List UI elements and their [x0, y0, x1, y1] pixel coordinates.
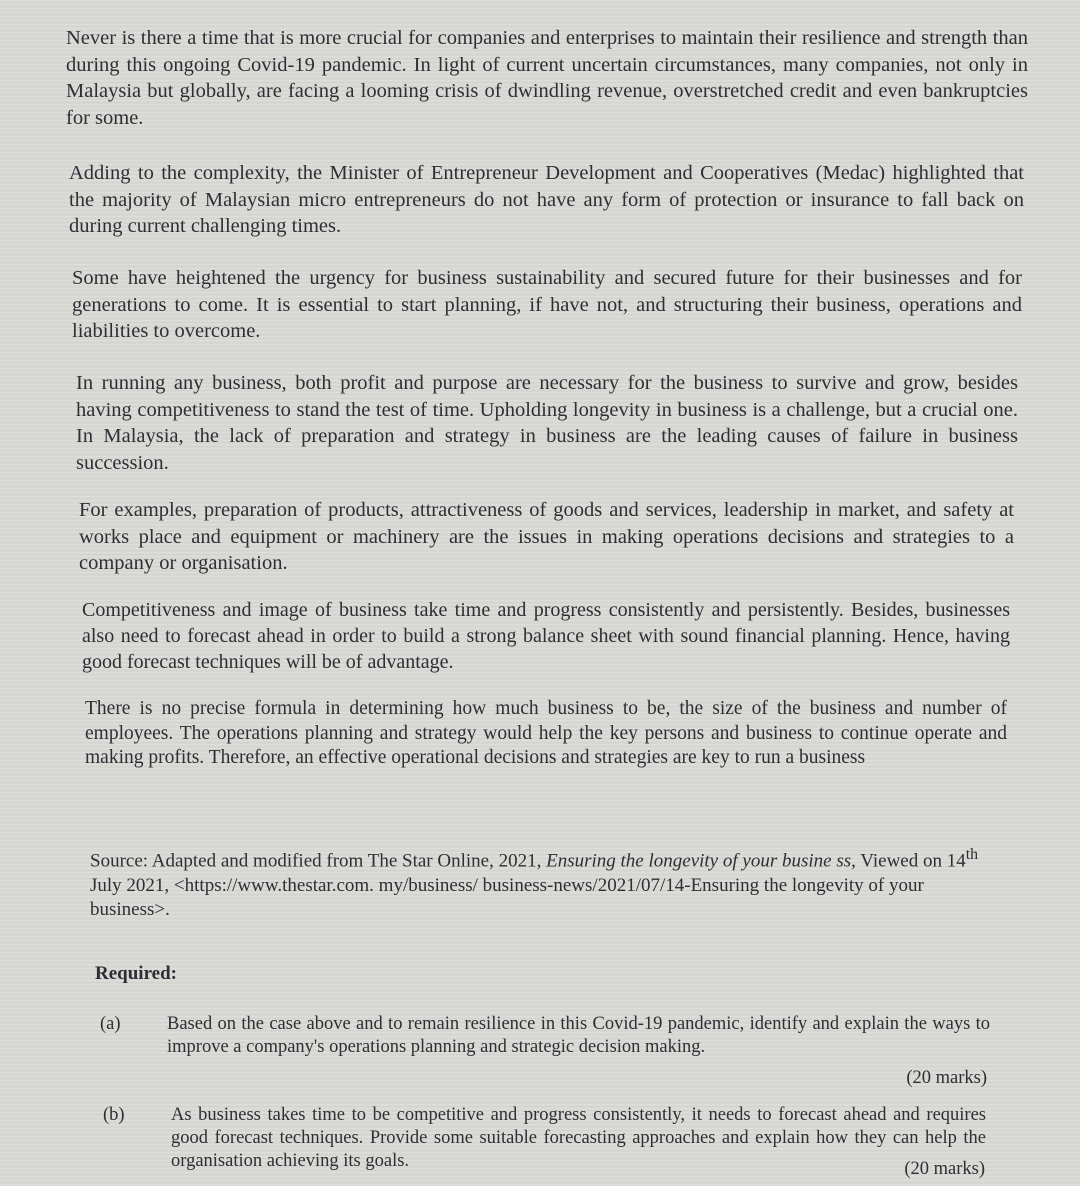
question-label: (b): [103, 1105, 125, 1125]
paragraph-5: For examples, preparation of products, attractiveness of goods and services, leadership in market, and safety at works place and equipment or machinery are the issues in making operations decisions and strategies to a company or organisation.: [79, 499, 1014, 574]
question-text: Based on the case above and to remain resilience in this Covid-19 pandemic, identify and explain the ways to improve a company's operations planning and strategic decision making.: [167, 1014, 990, 1057]
source-prefix: Source: Adapted and modified from The Star Online, 2021,: [90, 850, 547, 872]
paragraph-1: Never is there a time that is more crucial for companies and enterprises to maintain their resilience and strength than during this ongoing Covid-19 pandemic. In light of current uncertain circumstances, many companies, not only in Malaysia but globally, are facing a looming crisis of dwindling revenue, overstretched credit and even bankruptcies for some.: [66, 27, 1028, 129]
question-marks: (20 marks): [904, 1159, 985, 1179]
source-title: Ensuring the longevity of your busine ss,: [546, 850, 856, 872]
question-b: [103, 1104, 993, 1184]
question-marks: (20 marks): [906, 1068, 987, 1088]
paragraph-4: In running any business, both profit and purpose are necessary for the business to survive and grow, besides having competitiveness to stand the test of time. Upholding longevity in business is a challenge, but a crucial one. In Malaysia, the lack of preparation and strategy in business are the leading causes of failure in business succession.: [76, 372, 1018, 474]
paragraph-7: There is no precise formula in determining how much business to be, the size of the business and number of employees. The operations planning and strategy would help the key persons and business to continue operate and making profits. Therefore, an effective operational decisions and strategies are key to run a business: [85, 698, 1007, 768]
paragraph-2: Adding to the complexity, the Minister of Entrepreneur Development and Cooperatives (Medac) highlighted that the majority of Malaysian micro entrepreneurs do not have any form of protection or insurance to fall back on during current challenging times.: [69, 162, 1024, 237]
source-citation: [90, 843, 990, 923]
question-text: As business takes time to be competitive and progress consistently, it needs to forecast ahead and requires good forecast techniques. Provide some suitable forecasting approaches and explain how they can help the organisation achieving its goals.: [171, 1105, 986, 1171]
source-viewed: Viewed on 14: [855, 850, 966, 872]
paragraph-3: Some have heightened the urgency for business sustainability and secured future for their businesses and for generations to come. It is essential to start planning, if have not, and structuring their business, operations and liabilities to overcome.: [72, 267, 1022, 342]
source-url: July 2021, <https://www.thestar.com. my/business/ business-news/2021/07/14-Ensuring the longevity of your business>.: [90, 874, 924, 921]
paragraph-6: Competitiveness and image of business take time and progress consistently and persistently. Besides, businesses also need to forecast ahead in order to build a strong balance sheet with sound financial planning. Hence, having good forecast techniques will be of advantage.: [82, 599, 1010, 673]
required-heading: Required:: [95, 963, 177, 984]
question-a: [100, 1013, 995, 1093]
question-label: (a): [100, 1014, 121, 1034]
source-ordinal: th: [965, 846, 979, 863]
